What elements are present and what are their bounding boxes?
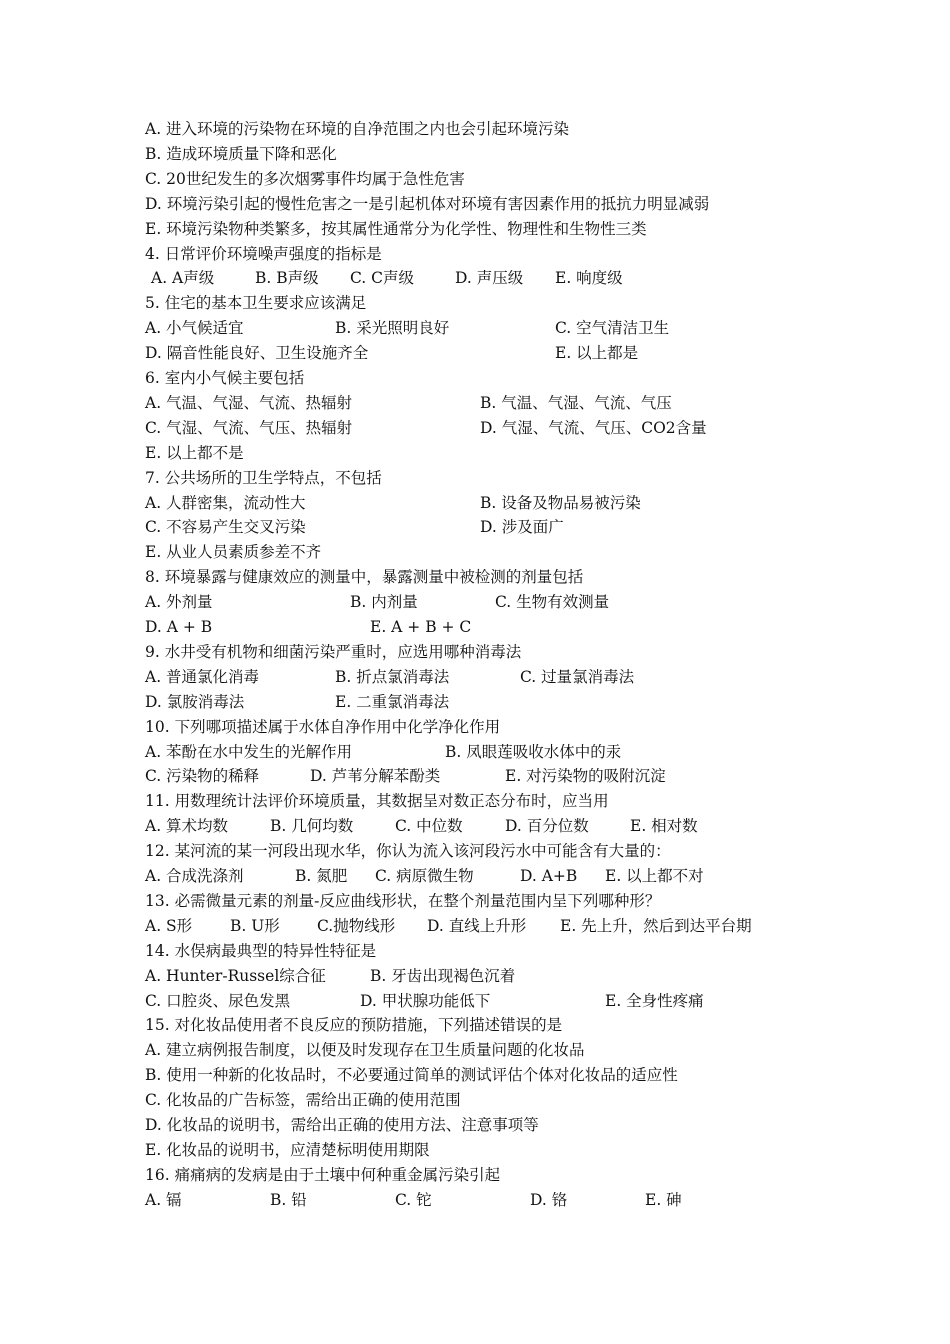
text-line (145, 565, 910, 590)
text-segment: D. A + B (145, 618, 213, 636)
text-segment: 16. 痛痛病的发病是由于土壤中何种重金属污染引起 (145, 1165, 501, 1184)
text-segment: A. 镉 (145, 1190, 182, 1209)
text-line (145, 1013, 910, 1038)
text-segment: 4. 日常评价环境噪声强度的指标是 (145, 244, 382, 263)
text-segment: D. 声压级 (455, 269, 524, 288)
text-line (145, 1188, 910, 1213)
text-line (145, 142, 910, 167)
text-line (145, 1038, 910, 1063)
text-line (145, 939, 910, 964)
text-segment: C. 生物有效测量 (495, 593, 610, 612)
text-segment: C. C声级 (350, 269, 415, 288)
text-segment: D. 直线上升形 (427, 916, 527, 935)
text-line (145, 341, 910, 366)
text-segment: D. 气湿、气流、气压、CO2含量 (480, 418, 707, 437)
text-line (145, 316, 910, 341)
text-segment: E. 从业人员素质参差不齐 (145, 543, 322, 562)
text-segment: B. 采光照明良好 (335, 319, 450, 338)
text-segment: C. 20世纪发生的多次烟雾事件均属于急性危害 (145, 169, 465, 188)
text-segment: E. 以上都不是 (145, 443, 244, 462)
text-line (145, 665, 910, 690)
text-segment: 14. 水俣病最典型的特异性特征是 (145, 941, 377, 960)
text-segment: B. 设备及物品易被污染 (480, 493, 641, 512)
text-segment: E. 二重氯消毒法 (335, 692, 450, 711)
text-line (145, 715, 910, 740)
text-segment: E. 全身性疼痛 (605, 991, 704, 1010)
text-line (145, 217, 910, 242)
text-segment: E. 对污染物的吸附沉淀 (505, 767, 666, 786)
text-segment: A. 人群密集，流动性大 (145, 493, 306, 512)
text-segment: C. 过量氯消毒法 (520, 667, 635, 686)
text-segment: C. 不容易产生交叉污染 (145, 518, 306, 537)
text-line (145, 366, 910, 391)
text-line (145, 914, 910, 939)
text-segment: A. A声级 (151, 269, 215, 288)
text-segment: B. B声级 (255, 269, 319, 288)
text-segment: A. 算术均数 (145, 817, 229, 836)
text-line (145, 814, 910, 839)
text-segment: C. 病原微生物 (375, 867, 474, 885)
text-segment: 13. 必需微量元素的剂量-反应曲线形状，在整个剂量范围内呈下列哪种形？ (145, 891, 661, 910)
text-segment: A. 气温、气湿、气流、热辐射 (145, 393, 353, 412)
text-segment: D. 铬 (530, 1190, 568, 1209)
text-segment: 11. 用数理统计法评价环境质量，其数据呈对数正态分布时，应当用 (145, 792, 609, 811)
text-segment: B. 铅 (270, 1190, 307, 1209)
text-segment: C. 空气清洁卫生 (555, 319, 670, 338)
text-line (145, 864, 910, 889)
text-segment: D. 化妆品的说明书，需给出正确的使用方法、注意事项等 (145, 1116, 539, 1134)
text-segment: A. 合成洗涤剂 (145, 867, 244, 885)
text-segment: E. 砷 (645, 1190, 682, 1209)
text-line (145, 466, 910, 491)
text-line (145, 839, 910, 864)
text-segment: E. 以上都是 (555, 344, 639, 363)
text-line (145, 1163, 910, 1188)
text-line (145, 964, 910, 989)
text-segment: D. 隔音性能良好、卫生设施齐全 (145, 344, 369, 363)
text-line (145, 590, 910, 615)
text-segment: A. 苯酚在水中发生的光解作用 (145, 742, 353, 761)
text-line (145, 167, 910, 192)
text-segment: 9. 水井受有机物和细菌污染严重时，应选用哪种消毒法 (145, 642, 522, 661)
text-segment: A. 进入环境的污染物在环境的自净范围之内也会引起环境污染 (145, 120, 570, 138)
text-segment: 5. 住宅的基本卫生要求应该满足 (145, 294, 367, 313)
text-segment: B. 几何均数 (270, 817, 354, 836)
text-segment: A. S形 (145, 916, 193, 935)
text-line (145, 416, 910, 441)
text-segment: B. 氮肥 (295, 867, 348, 885)
text-line (145, 764, 910, 789)
text-segment: B. 凤眼莲吸收水体中的汞 (445, 742, 622, 761)
text-segment: C. 口腔炎、尿色发黑 (145, 991, 291, 1010)
text-segment: A. 小气候适宜 (145, 319, 244, 338)
text-segment: E. 相对数 (630, 817, 698, 836)
text-line (145, 690, 910, 715)
text-segment: 10. 下列哪项描述属于水体自净作用中化学净化作用 (145, 717, 501, 736)
text-segment: E. A + B + C (370, 618, 472, 636)
text-segment: D. 甲状腺功能低下 (360, 991, 491, 1010)
text-line (145, 266, 910, 291)
text-segment: B. 牙齿出现褐色沉着 (370, 966, 516, 985)
text-line (145, 640, 910, 665)
text-segment: D. A+B (520, 867, 578, 885)
text-segment: B. 内剂量 (350, 593, 418, 612)
text-segment: A. Hunter-Russel综合征 (145, 966, 326, 985)
text-segment: C. 铊 (395, 1190, 432, 1209)
text-segment: E. 以上都不对 (605, 867, 704, 885)
text-segment: 15. 对化妆品使用者不良反应的预防措施，下列描述错误的是 (145, 1016, 563, 1035)
text-line (145, 117, 910, 142)
text-line (145, 391, 910, 416)
text-segment: A. 普通氯化消毒 (145, 667, 260, 686)
text-segment: 6. 室内小气候主要包括 (145, 369, 305, 387)
text-segment: E. 响度级 (555, 269, 623, 288)
text-line (145, 989, 910, 1014)
text-segment: A. 外剂量 (145, 593, 213, 612)
text-line (145, 615, 910, 640)
text-segment: D. 芦苇分解苯酚类 (310, 767, 441, 786)
text-segment: E. 化妆品的说明书，应清楚标明使用期限 (145, 1140, 430, 1159)
text-line (145, 1063, 910, 1088)
text-segment: B. 使用一种新的化妆品时，不必要通过简单的测试评估个体对化妆品的适应性 (145, 1066, 678, 1085)
text-segment: B. 折点氯消毒法 (335, 667, 450, 686)
text-segment: A. 建立病例报告制度，以便及时发现存在卫生质量问题的化妆品 (145, 1041, 585, 1060)
text-line (145, 291, 910, 316)
text-line (145, 1113, 910, 1138)
text-segment: 7. 公共场所的卫生学特点，不包括 (145, 468, 382, 487)
text-segment: D. 涉及面广 (480, 518, 564, 537)
text-line (145, 441, 910, 466)
text-segment: E. 环境污染物种类繁多，按其属性通常分为化学性、物理性和生物性三类 (145, 219, 647, 238)
text-segment: D. 环境污染引起的慢性危害之一是引起机体对环境有害因素作用的抵抗力明显减弱 (145, 194, 710, 213)
text-segment: C. 中位数 (395, 817, 463, 836)
text-line (145, 192, 910, 217)
text-segment: D. 百分位数 (505, 817, 589, 836)
text-segment: C. 气湿、气流、气压、热辐射 (145, 418, 353, 437)
text-line (145, 491, 910, 516)
text-segment: B. U形 (230, 916, 280, 935)
text-line (145, 242, 910, 267)
text-segment: C. 化妆品的广告标签，需给出正确的使用范围 (145, 1091, 461, 1110)
text-segment: C.抛物线形 (317, 916, 396, 935)
text-line (145, 540, 910, 565)
text-line (145, 515, 910, 540)
text-segment: 12. 某河流的某一河段出现水华，你认为流入该河段污水中可能含有大量的： (145, 842, 671, 861)
text-line (145, 1138, 910, 1163)
text-segment: D. 氯胺消毒法 (145, 692, 245, 711)
text-line (145, 1088, 910, 1113)
text-line (145, 740, 910, 765)
text-line (145, 789, 910, 814)
text-segment: 8. 环境暴露与健康效应的测量中，暴露测量中被检测的剂量包括 (145, 568, 584, 587)
text-line (145, 889, 910, 914)
text-segment: E. 先上升，然后到达平台期 (560, 916, 752, 935)
text-segment: B. 造成环境质量下降和恶化 (145, 144, 337, 163)
text-segment: C. 污染物的稀释 (145, 767, 260, 786)
text-segment: B. 气温、气湿、气流、气压 (480, 393, 672, 412)
